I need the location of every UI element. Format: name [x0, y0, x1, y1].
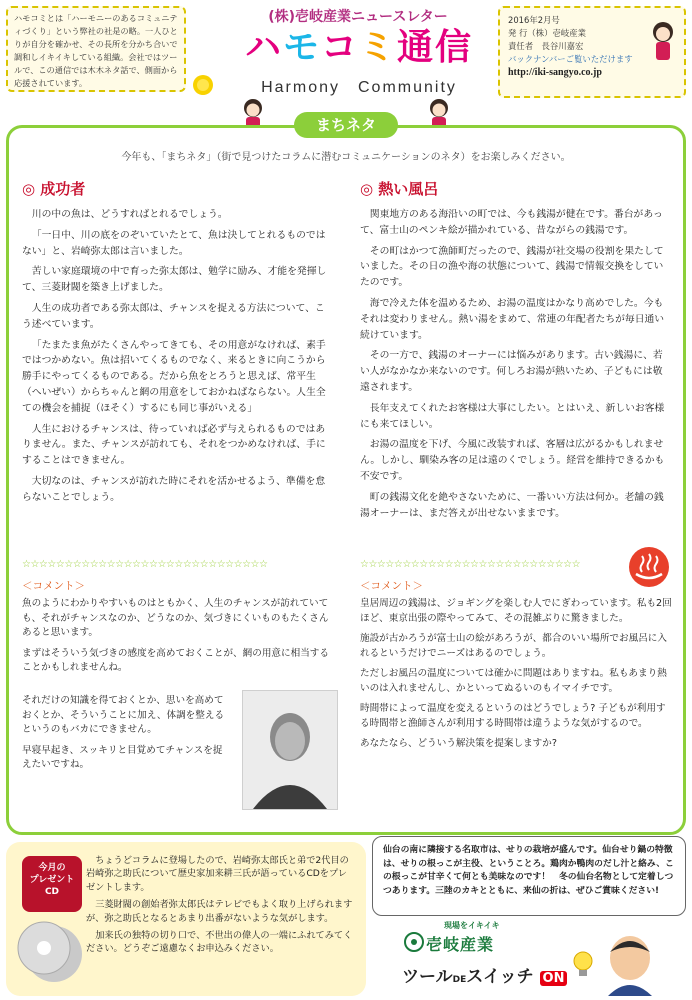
- dandelion-icon: [188, 70, 218, 100]
- cd-paragraph: ちょうどコラムに登場したので、岩崎弥太郎氏と弟で2代目の岩崎弥之助氏について歴史家加来耕三氏が語っているCDをプレゼントします。: [86, 855, 349, 893]
- man-caricature-icon: [600, 930, 660, 996]
- paragraph: その一方で、銭湯のオーナーには悩みがあります。古い銭湯に、若い人がなかなか来ないのです。何しろお湯が熱いため、子どもには敬遠されます。: [360, 350, 663, 393]
- hot-spring-icon: [628, 546, 670, 588]
- comment-paragraph: 施設が古かろうが富士山の絵があろうが、都合のいい場所でお風呂に入れるというだけでニーズはあるのでしょう。: [360, 633, 667, 659]
- right-comments: [360, 597, 674, 758]
- paragraph: 「一日中、川の底をのぞいていたとて、魚は決してとれるものではない」と、岩崎弥太郎は言いました。: [22, 229, 326, 257]
- website-link[interactable]: http://iki-sangyo.co.jp: [508, 67, 602, 78]
- tagline-de: DE: [452, 975, 467, 985]
- left-comment-label: ＜コメント＞: [22, 580, 85, 592]
- paragraph: 川の中の魚は、どうすればとれるでしょう。: [31, 209, 228, 220]
- newsletter-subtitle: Harmony Community: [261, 79, 457, 96]
- comment-paragraph: ただしお風呂の温度については確かに問題はありますね。私もあまり熱いのは入れませんし、かといってぬるいのもイマイチです。: [360, 668, 667, 694]
- paragraph: 苦しい家庭環境の中で育った弥太郎は、勉学に励み、才能を発揮して、三菱財閥を築き上げました。: [22, 266, 327, 294]
- girl-illustration-icon: [648, 18, 678, 66]
- paragraph: 海で冷えた体を温めるため、お湯の温度はかなり高めでした。今もそれは変わりません。熱い湯をまめて、常連の年配者たちが毎日通い続けています。: [360, 297, 665, 341]
- right-heading: ◎ 熱い風呂: [360, 180, 439, 198]
- paragraph: 町の銭湯文化を絶やさないために、一番いい方法は何か。老舗の銭湯オーナーは、まだ答えが出せないままです。: [360, 491, 664, 519]
- title-char: 信: [435, 27, 474, 68]
- company-name: 壱岐産業: [426, 935, 495, 954]
- logo-slogan: 現場をイキイキ: [444, 921, 500, 930]
- lead-text: 今年も、「まちネタ」（街で見つけたコラムに潜むコミュニケーションのネタ）をお楽しみください。: [121, 152, 571, 163]
- comment-paragraph: あなたなら、どういう解決策を提案しますか?: [360, 738, 557, 749]
- present-cd-text: [86, 854, 354, 960]
- tagline-part: スイッチ: [466, 967, 534, 987]
- title-char: ハ: [244, 27, 283, 68]
- intro-box: [6, 6, 186, 92]
- paragraph: その町はかつて漁師町だったので、銭湯が社交場の役割を果たしていました。その日の漁や海の状態について、銭湯で情報交換をしていたのです。: [360, 245, 664, 289]
- paragraph: 関東地方のある海沿いの町では、今も銭湯が健在です。番台があって、富士山のペンキ絵が描かれている、昔ながらの銭湯です。: [360, 209, 663, 236]
- portrait-photo: [242, 690, 338, 810]
- paragraph: 人生におけるチャンスは、待っていれば必ず与えられるものではありません。また、チャンスが訪れても、それをつかめなければ、手にすることはできません。: [22, 423, 326, 467]
- tagline: [402, 962, 567, 987]
- comment-paragraph: それだけの知識を得ておくとか、思いを高めておくとか、そういうことに加え、体調を整えるというのもバカにできません。: [22, 695, 225, 735]
- bubble-text: 仙台の南に隣接する名取市は、せりの栽培が盛んです。仙台せり鍋の特徴は、せりの根っこが主役、ということろ。鶏肉か鴨肉のだし汁と絡み、この根っこが甘辛くて何とも美味なのです！ 冬の仙台名物として定着しつつあります。三陸のカキとともに、来仙の折は、ぜひご賞味ください!: [383, 845, 674, 896]
- newsletter-label: (株)壱岐産業ニュースレター: [268, 9, 448, 25]
- badge-line: プレゼント: [29, 875, 75, 885]
- newsletter-title: [214, 26, 504, 70]
- left-comments: [22, 597, 334, 682]
- left-comments-lower: [22, 694, 230, 779]
- paragraph: 大切なのは、チャンスが訪れた時にそれを活かせるよう、準備を怠らないことでしょう。: [22, 475, 326, 503]
- title-char: モ: [282, 27, 321, 68]
- intro-text: ハモコミとは「ハーモニーのあるコミュニティづくり」という弊社の社是の略。一人ひとりが自分を確かせ、その長所を分かち合いで調和しイキイキしている組織。会社ではツールで、この通信では木木ネタ話で、側面から応援されています。: [14, 13, 178, 88]
- star-divider: ☆☆☆☆☆☆☆☆☆☆☆☆☆☆☆☆☆☆☆☆☆☆☆☆☆☆: [360, 559, 581, 570]
- badge-line: CD: [44, 887, 60, 897]
- cd-disc-icon: [14, 918, 84, 984]
- right-comment-label: ＜コメント＞: [360, 580, 423, 592]
- left-article: [22, 207, 328, 511]
- title-char: 通: [397, 27, 436, 68]
- title-char: コ: [320, 27, 359, 68]
- title-char: ミ: [359, 27, 398, 68]
- tagline-part: ツール: [402, 967, 453, 987]
- comment-paragraph: 魚のようにわかりやすいものはともかく、人生のチャンスが訪れていても、それがチャンスなのか、どうなのか、気づきにくいものもたくさんあると思います。: [22, 598, 329, 638]
- paragraph: 人生の成功者である弥太郎は、チャンスを捉える方法について、こう述べています。: [22, 302, 325, 330]
- comment-paragraph: 時間帯によって温度を変えるというのはどうでしょう? 子どもが利用する時間帯と漁師さんが利用する時間帯は違うような気がするので。: [360, 703, 666, 729]
- lightbulb-icon: [572, 950, 594, 980]
- present-cd-badge: [22, 856, 82, 912]
- issue-date: 2016年2月号: [508, 15, 560, 25]
- paragraph: お湯の温度を下げ、今風に改装すれば、客層は広がるかもしれません。しかし、馴染み客の足は遠のくでしょう。経営を維持できるかも不安です。: [360, 439, 665, 482]
- comment-paragraph: 早寝早起き、スッキリと目覚めてチャンスを捉えたいですね。: [22, 744, 223, 770]
- on-badge: ON: [540, 971, 568, 986]
- editor: 責任者 長谷川嘉宏: [508, 41, 584, 51]
- star-divider: ☆☆☆☆☆☆☆☆☆☆☆☆☆☆☆☆☆☆☆☆☆☆☆☆☆☆☆☆☆: [22, 559, 268, 570]
- cd-paragraph: 加来氏の独特の切り口で、不世出の偉人の一端にふれてみてください。どうぞご遠慮なくお申込みください。: [86, 930, 353, 955]
- speech-bubble: [372, 836, 686, 916]
- quote-paragraph: 「たまたま魚がたくさんやってきても、その用意がなければ、素手ではつかめない。魚は招いてくるものでなく、来るときに向こうから勝手にやってくるものである。だから魚をとろうと思えば、常平生（へいぜい）からちゃんと網の用意をしておかねばならない。人生全ての機会を捕捉（ほそく）するにも同じ事がいえる」: [22, 339, 326, 414]
- publisher: 発 行（株）壱岐産業: [508, 28, 587, 38]
- badge-line: 今月の: [38, 863, 66, 873]
- company-logo-icon: [404, 932, 424, 952]
- left-heading: ◎ 成功者: [22, 180, 86, 198]
- section-tab: まちネタ: [294, 112, 398, 138]
- cd-paragraph: 三菱財閥の創始者弥太郎氏はテレビでもよく取り上げられますが、弥之助氏となるとあまり出番がないような気がします。: [86, 899, 353, 924]
- comment-paragraph: 皇居周辺の銭湯は、ジョギングを楽しむ人でにぎわっています。私も2回ほど、東京出張の際やってみて、その混雑ぶりに驚きました。: [360, 598, 672, 624]
- right-article: [360, 207, 672, 526]
- comment-paragraph: まずはそういう気づきの感度を高めておくことが、網の用意に相当することかもしれませんね。: [22, 647, 329, 673]
- backnumber-note: バックナンバーご覧いただけます: [508, 54, 633, 64]
- paragraph: 長年支えてくれたお客様は大事にしたい。とはいえ、新しいお客様にも来てほしい。: [360, 402, 665, 430]
